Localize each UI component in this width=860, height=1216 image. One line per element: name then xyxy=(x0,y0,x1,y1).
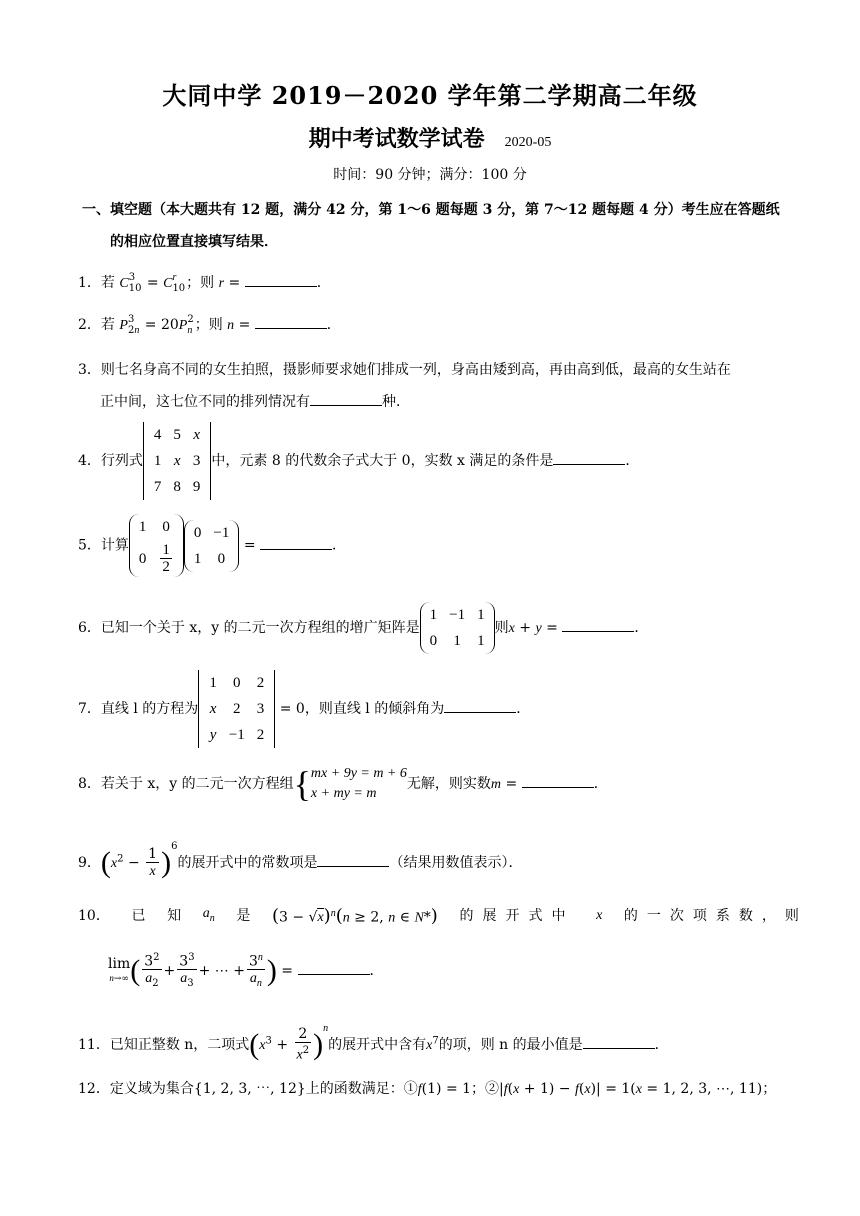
q10-text2: 的一次项系数，则 xyxy=(623,907,808,924)
q10-binomial: $(3 - √x)^n(n \ge 2$, n ∈ N*) xyxy=(271,905,438,927)
q1-post: ． xyxy=(316,275,331,291)
q7-text: 直线 l 的方程为 xyxy=(100,701,199,717)
q5-pre: 计算 xyxy=(100,537,129,554)
q6-num: 6． xyxy=(78,620,101,636)
q8-mid: 无解，则实数 xyxy=(406,776,491,792)
q1-num: 1． xyxy=(78,275,101,291)
q5-matrix-a: 1 0 0 $\frac{1}{2}$ xyxy=(129,514,184,577)
q8-system: mx + 9y = m + 6 x + my = m xyxy=(310,766,407,801)
q7-answer-blank[interactable] xyxy=(444,698,516,713)
q7-num: 7． xyxy=(78,701,101,717)
q2-answer-blank[interactable] xyxy=(255,314,327,329)
q2-formula: P 3 2n = 20P 2 n xyxy=(119,314,194,336)
q6-mid: 则 xyxy=(494,620,509,636)
q10-char-2: 知 xyxy=(167,907,182,924)
q3-num: 3． xyxy=(78,362,101,378)
q12-set: {1, 2, 3, ⋯, 12} xyxy=(193,1081,306,1097)
q5-num: 5． xyxy=(78,537,101,554)
q6-post: ． xyxy=(634,620,649,636)
q8-brace: { xyxy=(293,764,311,804)
q8-num: 8． xyxy=(78,776,101,792)
q11-num: 11． xyxy=(78,1037,110,1053)
question-6: 6．已知一个关于 x，y 的二元一次方程组的增广矩阵是 1 −1 1 0 1 1 则x + y = ． xyxy=(78,602,808,654)
q12-mid2: ；② xyxy=(471,1081,500,1097)
q2-num: 2． xyxy=(78,317,101,333)
q8-text: 若关于 x，y 的二元一次方程组 xyxy=(100,776,294,792)
q1-formula: C 3 10 = C r 10 xyxy=(119,272,186,294)
q10-num: 10． xyxy=(78,907,110,924)
question-11: 11．已知正整数 n，二项式($x^3$ + $\frac{2}{x^2}$ )$^n$的展开式中含有$x^7$的项，则 n 的最小值是 ． xyxy=(78,1023,669,1063)
q8-answer-blank[interactable] xyxy=(522,773,594,788)
q5-matrix-b: 0 −1 1 0 xyxy=(184,520,239,572)
q6-text: 已知一个关于 x，y 的二元一次方程组的增广矩阵是 xyxy=(100,620,420,636)
question-5: 5．计算 1 0 0 $\frac{1}{2}$ 0 −1 1 0 = ． xyxy=(78,514,808,577)
section-line-2: 的相应位置直接填写结果． xyxy=(110,234,278,250)
q10-post: ． xyxy=(369,963,384,980)
section-1-heading xyxy=(82,194,802,258)
question-12 xyxy=(78,1078,808,1101)
question-9 xyxy=(78,836,808,880)
q4-num: 4． xyxy=(78,453,101,469)
q10-text: 的展开式中 xyxy=(459,907,575,924)
exam-title: 大同中学 2019－2020 学年第二学期高二年级 xyxy=(162,81,698,110)
time-info: 时间：90 分钟；满分：100 分 xyxy=(333,167,527,183)
question-7: 7．直线 l 的方程为 1 0 2 x 2 3 y −1 2 = 0，则直线 l 的倾斜角为 ． xyxy=(78,670,808,748)
q9-post: （结果用数值表示）． xyxy=(389,855,523,871)
q2-var: n xyxy=(227,318,235,333)
q11-formula: ($x^3$ + $\frac{2}{x^2}$ )$^n$ xyxy=(249,1023,329,1063)
q12-cond2: |f(x + 1) − f(x)| = 1(x = 1, 2, 3, ⋯, 11)； xyxy=(499,1081,777,1097)
q6-answer-blank[interactable] xyxy=(562,617,634,632)
q11-mid: 的展开式中含有 xyxy=(328,1037,427,1053)
q12-text: 定义域为集合 xyxy=(109,1081,194,1097)
q12-cond1: f(1) = 1 xyxy=(417,1081,472,1097)
q2-post: ． xyxy=(326,317,341,333)
q11-answer-blank[interactable] xyxy=(583,1034,655,1049)
section-line-1: 一、填空题（本大题共有 12 题，满分 42 分，第 1～6 题每题 3 分，第 7～12 题每题 4 分）考生应在答题纸 xyxy=(82,202,780,218)
q9-answer-blank[interactable] xyxy=(317,852,389,867)
q2-pre: 若 xyxy=(100,317,115,333)
q5-post: ． xyxy=(332,537,347,554)
question-1: 1．若 C 3 10 = C r 10 ；则 r = ． xyxy=(78,272,331,294)
question-2: 2．若 P 3 2n = 20P 2 n ；则 n = ． xyxy=(78,314,341,336)
q4-post: ． xyxy=(625,453,640,469)
q3-line2b: 种． xyxy=(382,394,410,410)
q11-tail: 的项，则 n 的最小值是 xyxy=(438,1037,583,1053)
q7-mid: ，则直线 l 的倾斜角为 xyxy=(304,701,445,717)
q10-x: x xyxy=(596,907,603,923)
q11-text: 已知正整数 n，二项式 xyxy=(109,1037,250,1053)
q3-answer-blank[interactable] xyxy=(310,391,382,406)
exam-subtitle xyxy=(0,122,860,153)
q6-augmented-matrix: 1 −1 1 0 1 1 xyxy=(420,602,495,654)
q7-determinant: 1 0 2 x 2 3 y −1 2 xyxy=(198,670,275,748)
q1-var: r xyxy=(218,276,225,291)
q8-post: ． xyxy=(593,776,608,792)
question-3 xyxy=(78,354,808,418)
q10-char-1: 已 xyxy=(131,907,146,924)
q4-answer-blank[interactable] xyxy=(553,450,625,465)
exam-date: 2020-05 xyxy=(504,135,552,150)
q2-mid: ；则 xyxy=(194,317,223,333)
question-10 xyxy=(78,902,808,992)
q12-num: 12． xyxy=(78,1081,110,1097)
q10-limit: lim n→∞ ( $\frac{3^2}{a_2}$ + $\frac{3^3}{a_3}$ + ⋯ + $\frac{3^n}{a_n}$ ) = ． xyxy=(108,951,384,990)
q1-mid: ；则 xyxy=(186,275,215,291)
q12-mid: 上的函数满足：① xyxy=(305,1081,418,1097)
q10-an: $a_n$ xyxy=(202,906,215,924)
question-8: 8．若关于 x，y 的二元一次方程组{ mx + 9y = m + 6 x + my = m 无解，则实数m = ． xyxy=(78,764,608,804)
q9-text: 的展开式中的常数项是 xyxy=(177,855,318,871)
q7-post: ． xyxy=(516,701,531,717)
q11-post: ． xyxy=(654,1037,669,1053)
q3-line1: 则七名身高不同的女生拍照，摄影师要求她们排成一列，身高由矮到高，再由高到低，最高的女生站在 xyxy=(100,362,731,378)
q1-answer-blank[interactable] xyxy=(245,272,317,287)
question-4 xyxy=(78,422,808,500)
q4-determinant: 4 5 x 1 x 3 7 8 9 xyxy=(143,422,212,500)
subtitle-text: 期中考试数学试卷 xyxy=(308,126,485,152)
q1-pre: 若 xyxy=(100,275,115,291)
q10-answer-blank[interactable] xyxy=(298,960,370,975)
q3-line2a: 正中间，这七位不同的排列情况有 xyxy=(100,394,310,410)
q9-formula: ($x^2$ − $\frac{1}{x}$ )$^6$ xyxy=(100,841,178,879)
q10-is: 是 xyxy=(236,907,251,924)
q4-pre: 行列式 xyxy=(100,453,143,469)
q4-text: 中，元素 8 的代数余子式大于 0，实数 x 满足的条件是 xyxy=(211,453,554,469)
q9-num: 9． xyxy=(78,855,101,871)
q5-answer-blank[interactable] xyxy=(260,535,332,550)
